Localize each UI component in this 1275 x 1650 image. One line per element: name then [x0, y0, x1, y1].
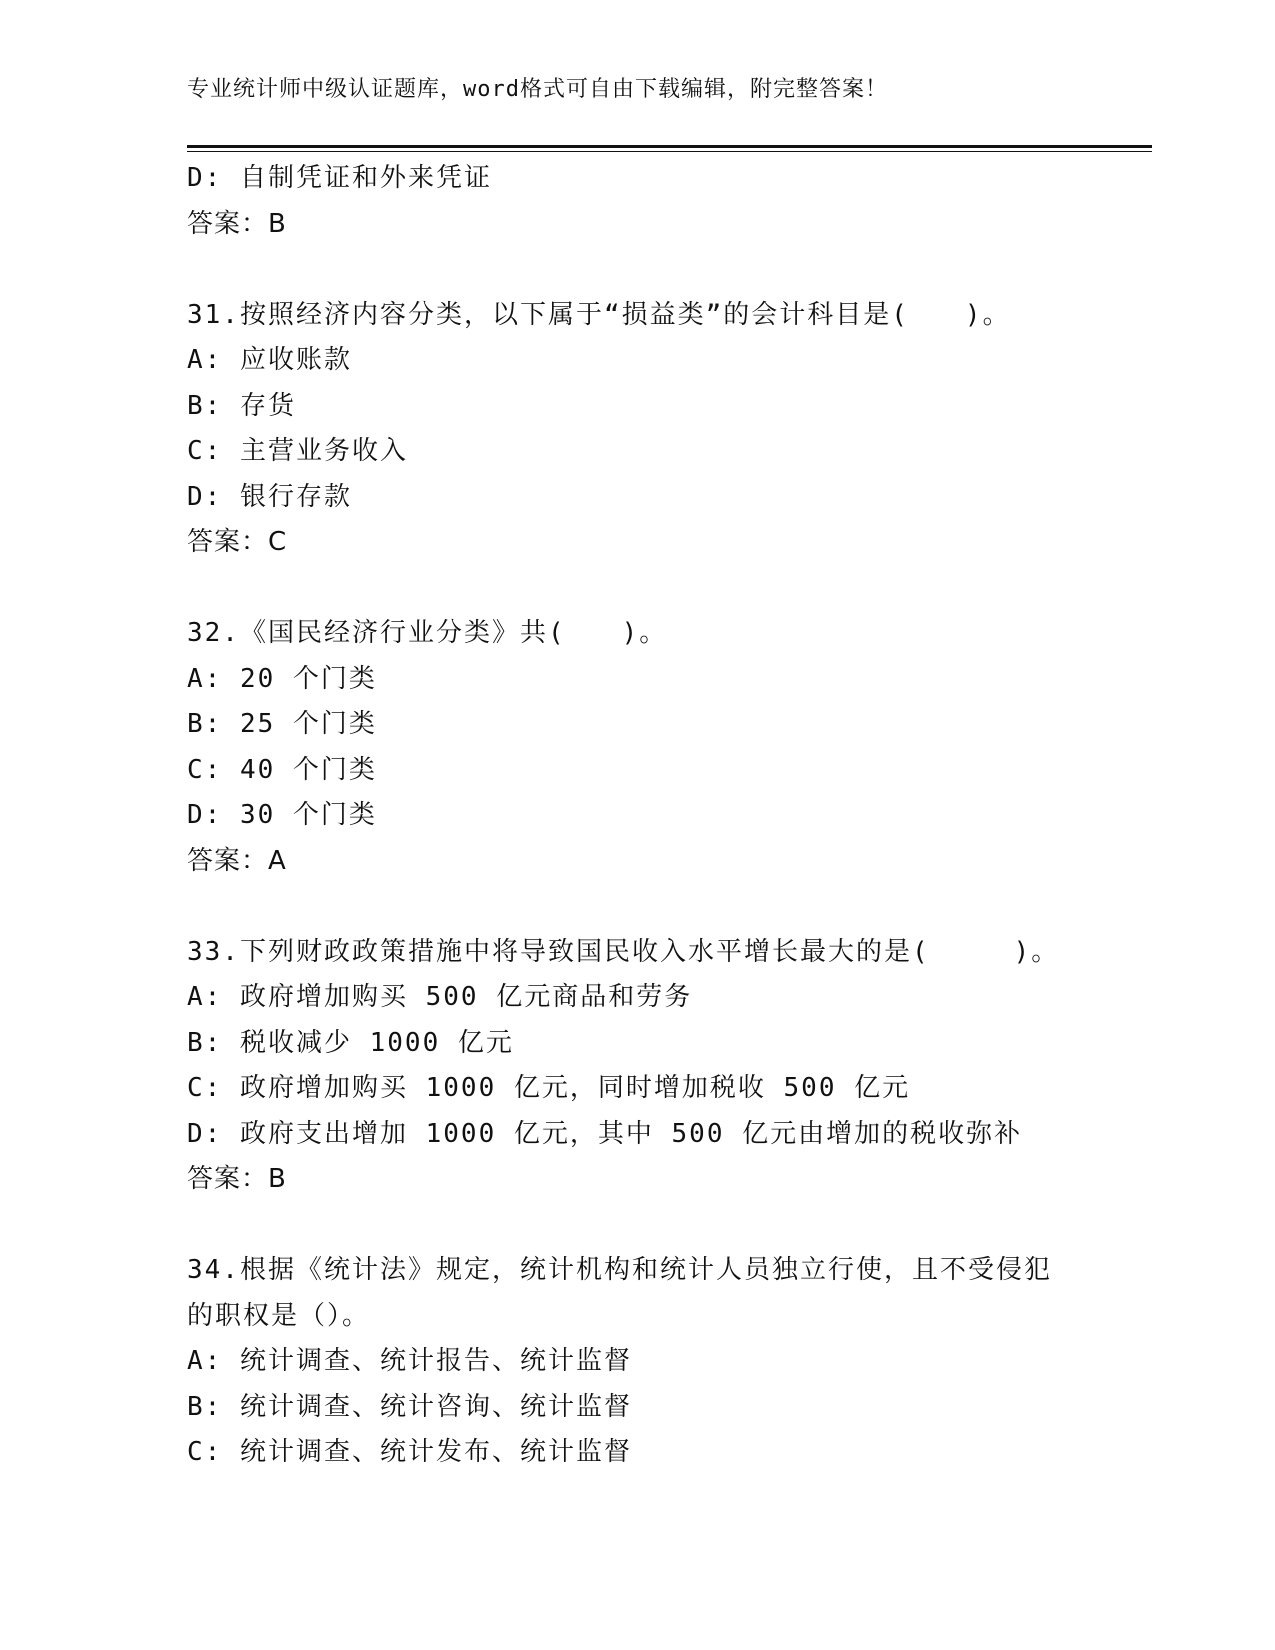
- option-b: B: 存货: [187, 390, 296, 421]
- option-c: C: 政府增加购买 1000 亿元，同时增加税收 500 亿元: [187, 1073, 911, 1103]
- spacer: [187, 566, 1087, 612]
- header-rule-thin: [187, 151, 1152, 152]
- spacer: [187, 1203, 1087, 1249]
- header-rule: [187, 145, 1152, 148]
- option-d: D: 银行存款: [187, 481, 352, 512]
- option-b: B: 25 个门类: [187, 709, 377, 739]
- option-d: D: 政府支出增加 1000 亿元，其中 500 亿元由增加的税收弥补: [187, 1118, 1023, 1149]
- question-stem: 32.《国民经济行业分类》共( )。: [187, 618, 668, 648]
- question-stem: 33.下列财政政策措施中将导致国民收入水平增长最大的是( )。: [187, 936, 1060, 967]
- option-c: C: 40 个门类: [187, 754, 377, 785]
- spacer: [187, 247, 1087, 293]
- option-a: A: 统计调查、统计报告、统计监督: [187, 1346, 632, 1376]
- answer-line: 答案：B: [187, 1164, 287, 1194]
- question-stem-continued: 的职权是（）。: [187, 1300, 371, 1331]
- spacer: [187, 884, 1087, 930]
- answer-line: 答案：B: [187, 208, 287, 239]
- option-d: D: 自制凭证和外来凭证: [187, 163, 492, 193]
- option-c: C: 统计调查、统计发布、统计监督: [187, 1437, 632, 1467]
- answer-line: 答案：C: [187, 527, 288, 557]
- question-stem: 34.根据《统计法》规定，统计机构和统计人员独立行使，且不受侵犯: [187, 1255, 1052, 1285]
- option-c: C: 主营业务收入: [187, 436, 408, 466]
- option-b: B: 税收减少 1000 亿元: [187, 1027, 514, 1058]
- option-b: B: 统计调查、统计咨询、统计监督: [187, 1391, 632, 1422]
- question-list: [187, 156, 1087, 1476]
- option-a: A: 政府增加购买 500 亿元商品和劳务: [187, 982, 693, 1012]
- option-a: A: 应收账款: [187, 345, 352, 375]
- answer-line: 答案：A: [187, 845, 287, 876]
- question-stem: 31.按照经济内容分类，以下属于“损益类”的会计科目是( )。: [187, 299, 1011, 330]
- option-d: D: 30 个门类: [187, 800, 377, 830]
- option-a: A: 20 个门类: [187, 663, 377, 694]
- page-header: 专业统计师中级认证题库，word格式可自由下载编辑，附完整答案！: [187, 77, 888, 102]
